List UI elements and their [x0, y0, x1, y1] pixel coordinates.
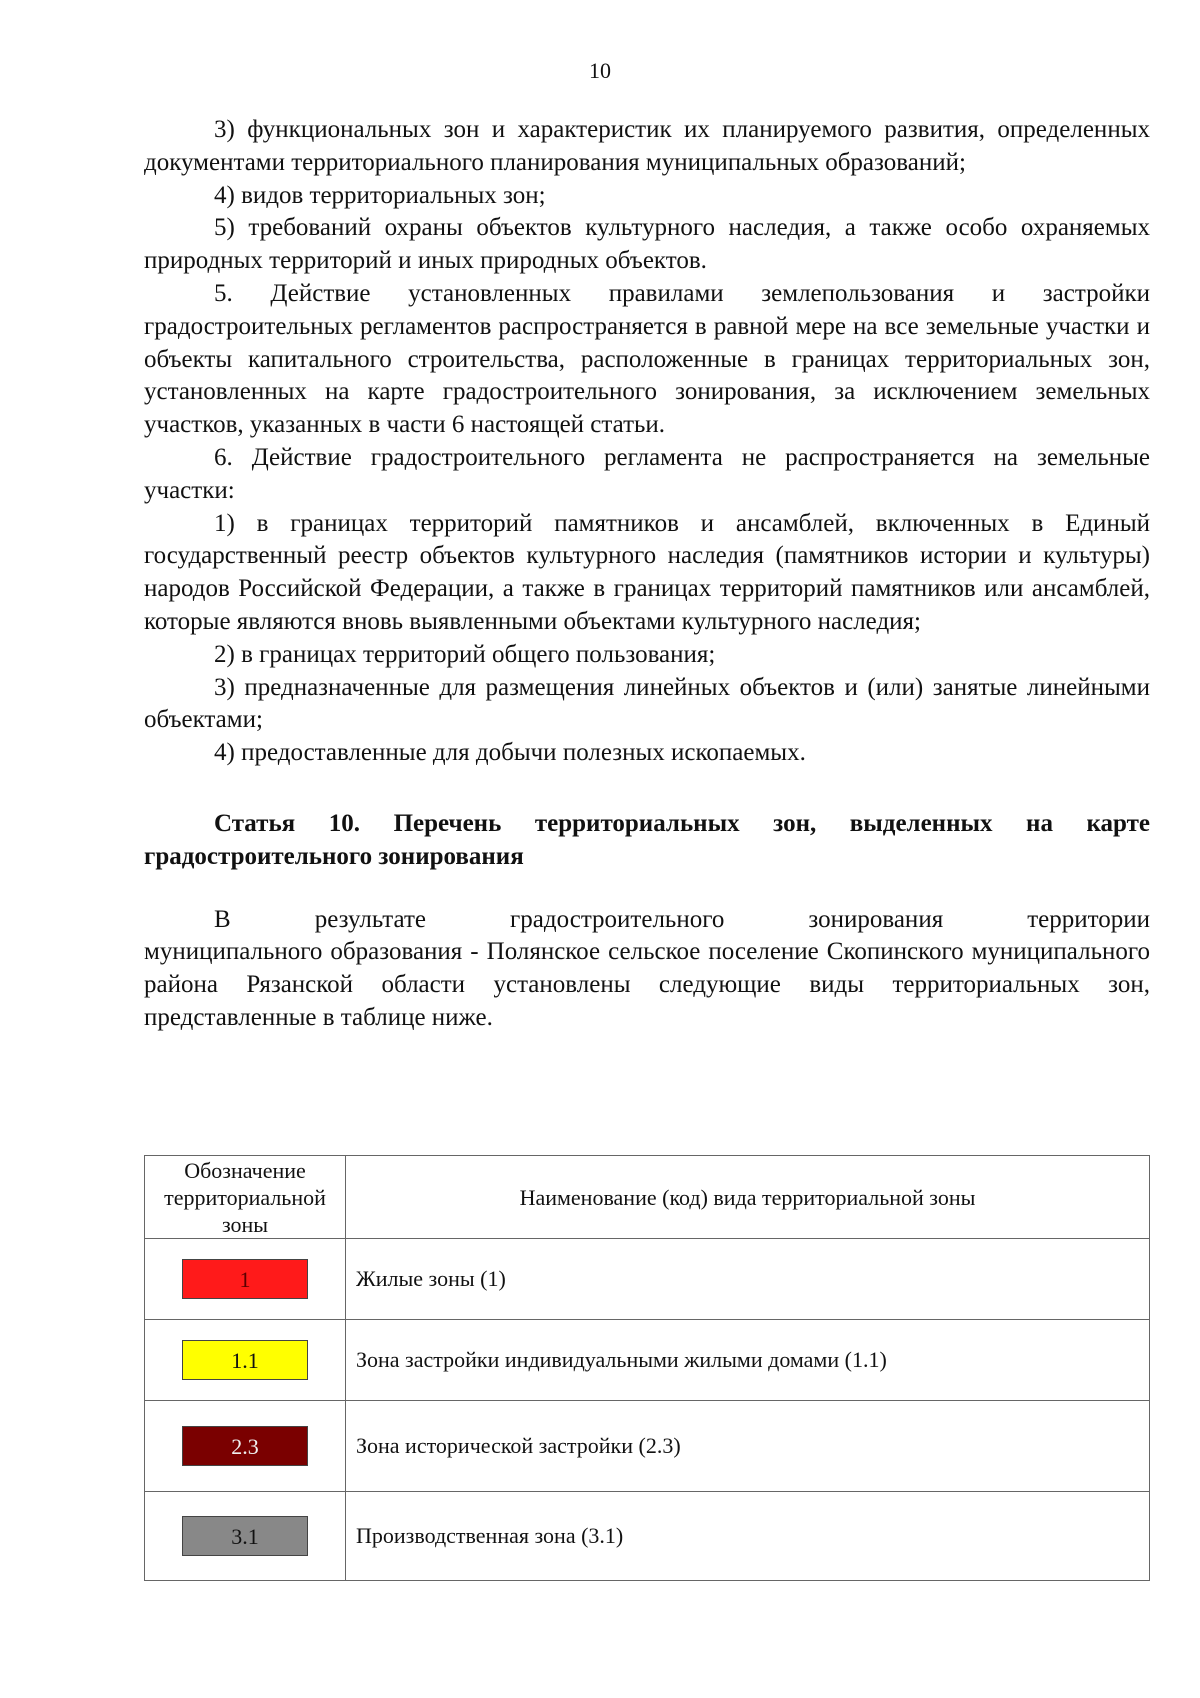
zone-swatch: 1.1 — [182, 1340, 308, 1380]
intro-paragraph — [144, 904, 1150, 1035]
zone-name: Жилые зоны (1) — [346, 1239, 1150, 1320]
header-code: Обозначение территориальной зоны — [145, 1156, 346, 1239]
table-header-row — [145, 1156, 1150, 1239]
zone-name: Зона исторической застройки (2.3) — [346, 1401, 1150, 1492]
paragraph: 3) предназначенные для размещения линейных объектов и (или) занятые линейными объектами; — [144, 673, 1150, 734]
intro-text: муниципального образования - Полянское сельское поселение Скопинского муниципального района Рязанской области установлены следующие виды территориальных зон, представленные в таблице ниже. — [144, 938, 1150, 1031]
table-row — [145, 1320, 1150, 1401]
zone-code-cell — [145, 1401, 346, 1492]
zone-swatch: 2.3 — [182, 1426, 308, 1466]
table-row — [145, 1492, 1150, 1581]
table-row — [145, 1239, 1150, 1320]
paragraph: 2) в границах территорий общего пользования; — [214, 640, 716, 668]
paragraph: 1) в границах территорий памятников и ансамблей, включенных в Единый государственный реестр объектов культурного наследия (памятников истории и культуры) народов Российской Федерации, а также в границах территорий памятников или ансамблей, которые являются вновь выявленными объектами культурного наследия; — [144, 509, 1150, 635]
zone-name: Производственная зона (3.1) — [346, 1492, 1150, 1581]
paragraph: 5) требований охраны объектов культурного наследия, а также особо охраняемых природных территорий и иных природных объектов. — [144, 214, 1150, 275]
paragraph: 3) функциональных зон и характеристик их планируемого развития, определенных документами территориального планирования муниципальных образований; — [144, 116, 1150, 176]
table-row — [145, 1401, 1150, 1492]
page-number: 10 — [589, 58, 611, 83]
zone-code-cell — [145, 1239, 346, 1320]
intro-line: В результате градостроительного зонирования территории — [214, 905, 1150, 933]
zone-code-cell — [145, 1320, 346, 1401]
header-name: Наименование (код) вида территориальной зоны — [346, 1156, 1150, 1239]
paragraph: 6. Действие градостроительного регламента не распространяется на земельные участки: — [144, 443, 1150, 504]
zone-swatch: 3.1 — [182, 1516, 308, 1556]
zone-name: Зона застройки индивидуальными жилыми домами (1.1) — [346, 1320, 1150, 1401]
paragraph: 5. Действие установленных правилами землепользования и застройки градостроительных регламентов распространяется в равной мере на все земельные участки и объекты капитального строительства, расположенные в границах территориальных зон, установленных на карте градостроительного зонирования, за исключением земельных участков, указанных в части 6 настоящей статьи. — [144, 279, 1150, 439]
zones-table — [144, 1155, 1150, 1581]
article-heading: Статья 10. Перечень территориальных зон, выделенных на карте градостроительного зонирования — [144, 809, 1150, 870]
document-body — [144, 114, 1150, 1035]
zone-code-cell — [145, 1492, 346, 1581]
paragraph: 4) видов территориальных зон; — [214, 181, 546, 209]
paragraph: 4) предоставленные для добычи полезных ископаемых. — [214, 739, 806, 767]
zone-swatch: 1 — [182, 1259, 308, 1299]
